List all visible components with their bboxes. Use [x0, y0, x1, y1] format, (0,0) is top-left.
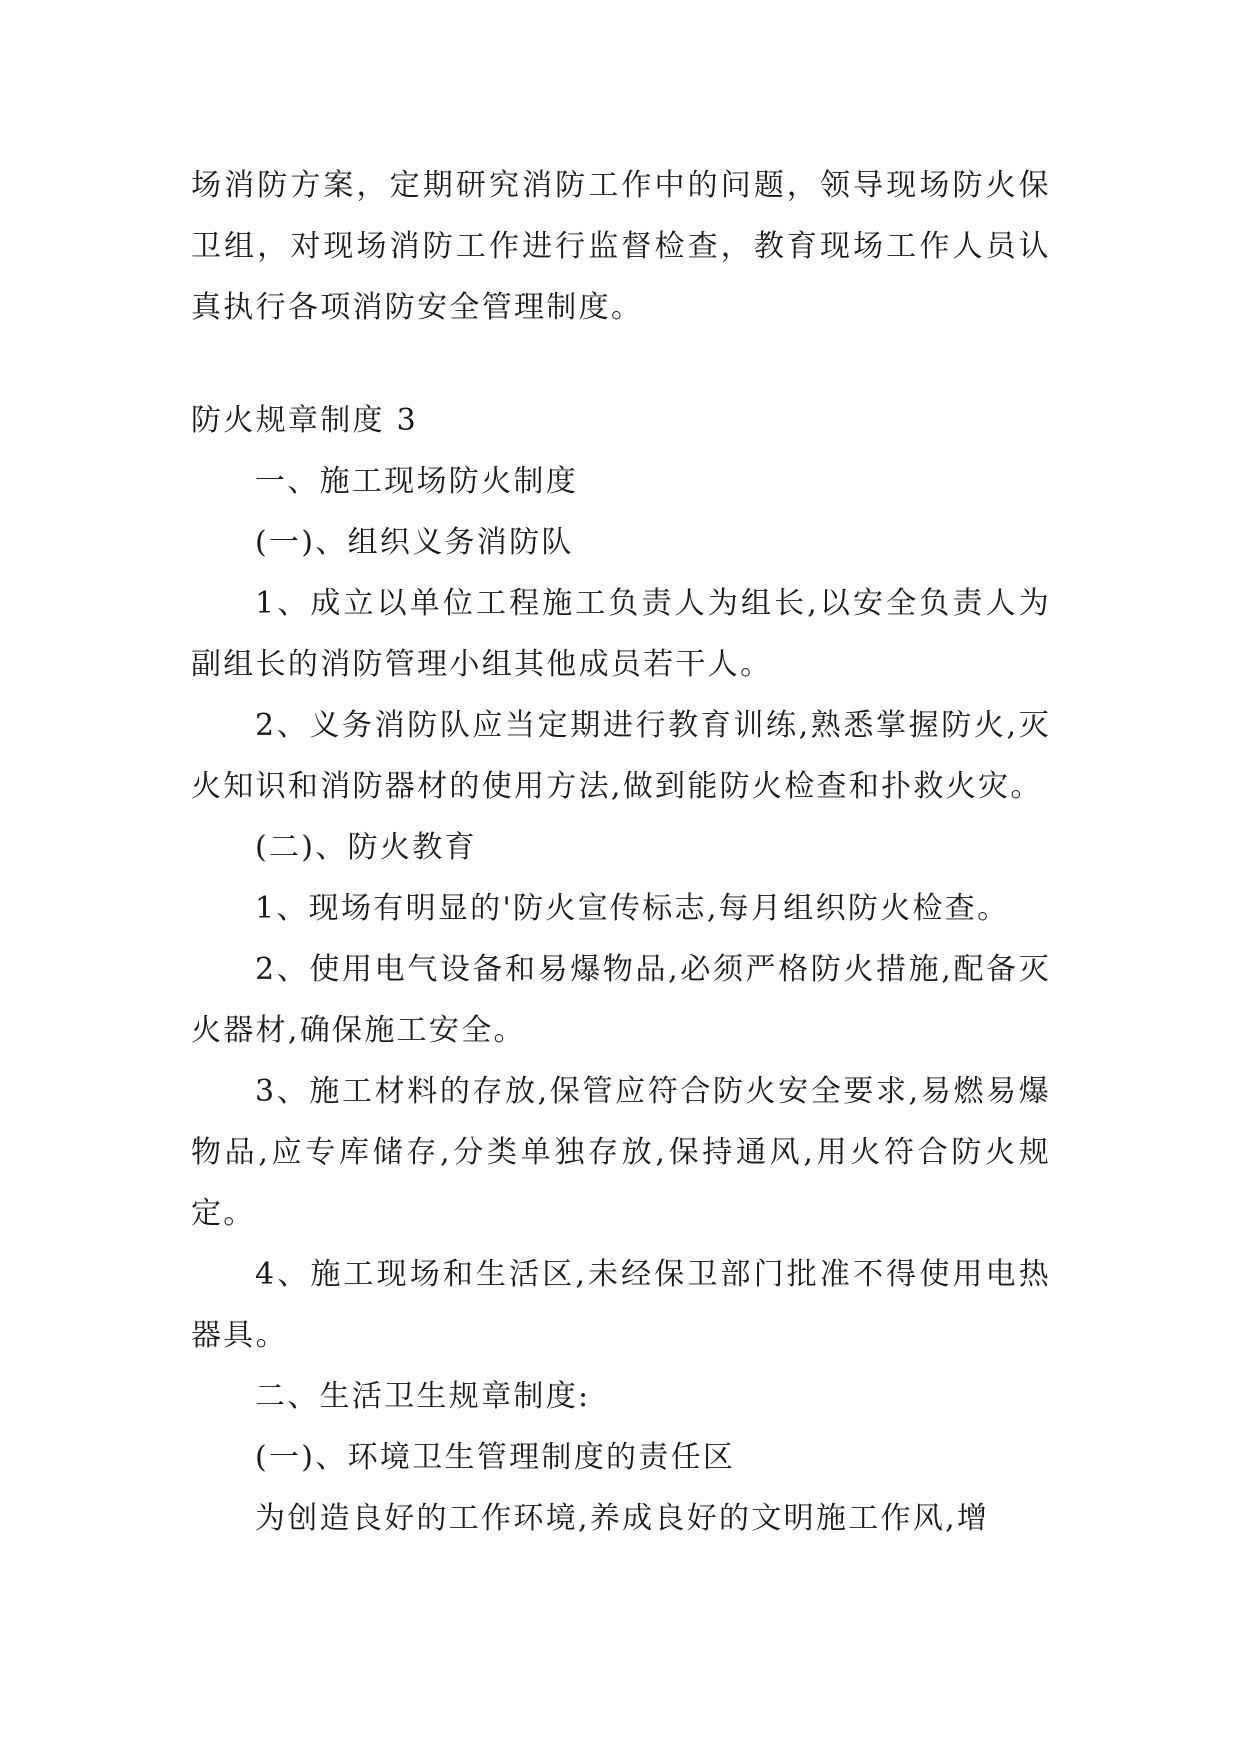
continuation-paragraph: 场消防方案，定期研究消防工作中的问题，领导现场防火保卫组，对现场消防工作进行监督检查，教育现场工作人员认真执行各项消防安全管理制度。 — [191, 168, 1051, 325]
paragraph: 2、使用电气设备和易爆物品,必须严格防火措施,配备灭火器材,确保施工安全。 — [191, 952, 1051, 1048]
subsection-heading-3: (一)、环境卫生管理制度的责任区 — [255, 1440, 736, 1475]
document-body-intro — [191, 155, 1051, 338]
subsection-heading-2: (二)、防火教育 — [255, 830, 477, 865]
paragraph: 2、义务消防队应当定期进行教育训练,熟悉掌握防火,灭火知识和消防器材的使用方法,做到能防火检查和扑救火灾。 — [191, 708, 1051, 804]
paragraph: 为创造良好的工作环境,养成良好的文明施工作风,增 — [255, 1501, 990, 1536]
section-heading-block — [191, 390, 1051, 451]
paragraph: 4、施工现场和生活区,未经保卫部门批准不得使用电热器具。 — [191, 1257, 1051, 1353]
paragraph: 3、施工材料的存放,保管应符合防火安全要求,易燃易爆物品,应专库储存,分类单独存放,保持通风,用火符合防火规定。 — [191, 1074, 1051, 1231]
paragraph: 1、现场有明显的'防火宣传标志,每月组织防火检查。 — [255, 891, 1010, 926]
document-body-main — [191, 451, 1051, 1549]
section-heading-2: 二、生活卫生规章制度: — [255, 1379, 591, 1414]
section-heading-1: 一、施工现场防火制度 — [255, 464, 578, 499]
paragraph: 1、成立以单位工程施工负责人为组长,以安全负责人为副组长的消防管理小组其他成员若干人。 — [191, 586, 1051, 682]
section-title: 防火规章制度 3 — [191, 403, 419, 438]
subsection-heading-1: (一)、组织义务消防队 — [255, 525, 574, 560]
